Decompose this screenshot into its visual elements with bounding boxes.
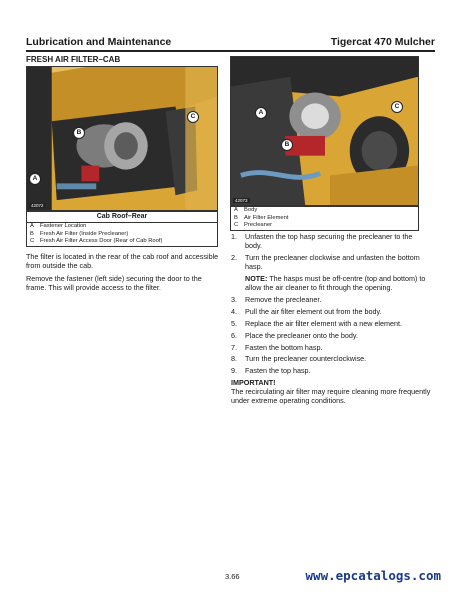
legend-row (231, 222, 418, 230)
callout-b: B (281, 139, 293, 151)
header-section-title: Lubrication and Maintenance (26, 36, 172, 48)
legend-row (27, 223, 217, 231)
step-item (231, 232, 431, 250)
step-item (231, 253, 431, 271)
legend-text: Fresh Air Filter Access Door (Rear of Cab Roof) (40, 238, 163, 245)
callout-a: A (255, 107, 267, 119)
step-item (231, 366, 431, 375)
note (245, 274, 431, 292)
paragraph-filter-location: The filter is located in the rear of the cab roof and accessible from outside the cab. (26, 252, 219, 271)
photo-code: 42072 (31, 203, 44, 208)
legend-text: Fresh Air Filter (Inside Precleaner) (40, 230, 129, 237)
step-item (231, 307, 431, 316)
air-filter-photo (230, 56, 419, 206)
callout-b: B (73, 127, 85, 139)
legend-right (230, 206, 419, 231)
step-number: 7. (231, 342, 237, 352)
important-label: IMPORTANT! (231, 377, 276, 387)
legend-text: Precleaner (244, 222, 273, 229)
photo-code: 42073 (235, 198, 248, 203)
legend-left (26, 211, 218, 247)
step-item (231, 295, 431, 304)
legend-text: Body (244, 207, 258, 213)
step-number: 8. (231, 354, 237, 364)
step-text: Unfasten the top hasp securing the precleaner to the body. (245, 232, 413, 251)
header-rule (26, 50, 435, 52)
step-text: Fasten the top hasp. (245, 366, 311, 376)
step-number: 1. (231, 232, 237, 241)
legend-key: C (234, 222, 239, 229)
procedure-steps (231, 232, 431, 406)
important-text: The recirculating air filter may require cleaning more frequently under extreme operating conditions. (231, 387, 431, 406)
section-title: FRESH AIR FILTER–CAB (26, 55, 121, 64)
step-number: 4. (231, 307, 237, 317)
legend-row (27, 238, 217, 246)
step-number: 5. (231, 319, 237, 328)
legend-row (27, 231, 217, 239)
step-item (231, 319, 431, 328)
step-text: Replace the air filter element with a new element. (245, 319, 403, 328)
step-text: Place the precleaner onto the body. (245, 330, 358, 340)
legend-key: A (30, 223, 34, 229)
legend-row (231, 215, 418, 223)
callout-a: A (29, 173, 41, 185)
legend-text: Air Filter Element (244, 214, 289, 221)
page-number: 3.66 (225, 572, 240, 581)
legend-key: B (30, 230, 34, 237)
legend-key: B (234, 214, 238, 221)
step-text: Remove the precleaner. (245, 295, 322, 305)
callout-c: C (391, 101, 403, 113)
note-text: The hasps must be off-centre (top and bottom) to allow the air cleaner to fit through the opening. (245, 274, 426, 293)
note-label: NOTE: (245, 274, 268, 283)
step-item (231, 354, 431, 363)
step-text: Turn the precleaner counterclockwise. (245, 354, 367, 364)
legend-row (231, 207, 418, 215)
step-text: Pull the air filter element out from the body. (245, 307, 382, 317)
header-model-title: Tigercat 470 Mulcher (330, 36, 435, 48)
cab-roof-rear-photo (26, 66, 218, 211)
legend-text: Fastener Location (40, 223, 87, 229)
step-item (231, 343, 431, 352)
step-item (231, 331, 431, 340)
step-number: 6. (231, 330, 237, 340)
step-number: 3. (231, 295, 237, 305)
step-text: Turn the precleaner clockwise and unfasten the bottom hasp. (245, 253, 420, 272)
step-text: Fasten the bottom hasp. (245, 342, 323, 352)
legend-key: A (234, 207, 238, 213)
watermark: www.epcatalogs.com (305, 568, 441, 583)
legend-title: Cab Roof–Rear (27, 212, 217, 223)
step-number: 9. (231, 366, 237, 376)
paragraph-remove-fastener: Remove the fastener (left side) securing the door to the frame. This will provide access to the filter. (26, 274, 202, 293)
callout-c: C (187, 111, 199, 123)
legend-key: C (30, 238, 35, 245)
step-number: 2. (231, 253, 237, 262)
